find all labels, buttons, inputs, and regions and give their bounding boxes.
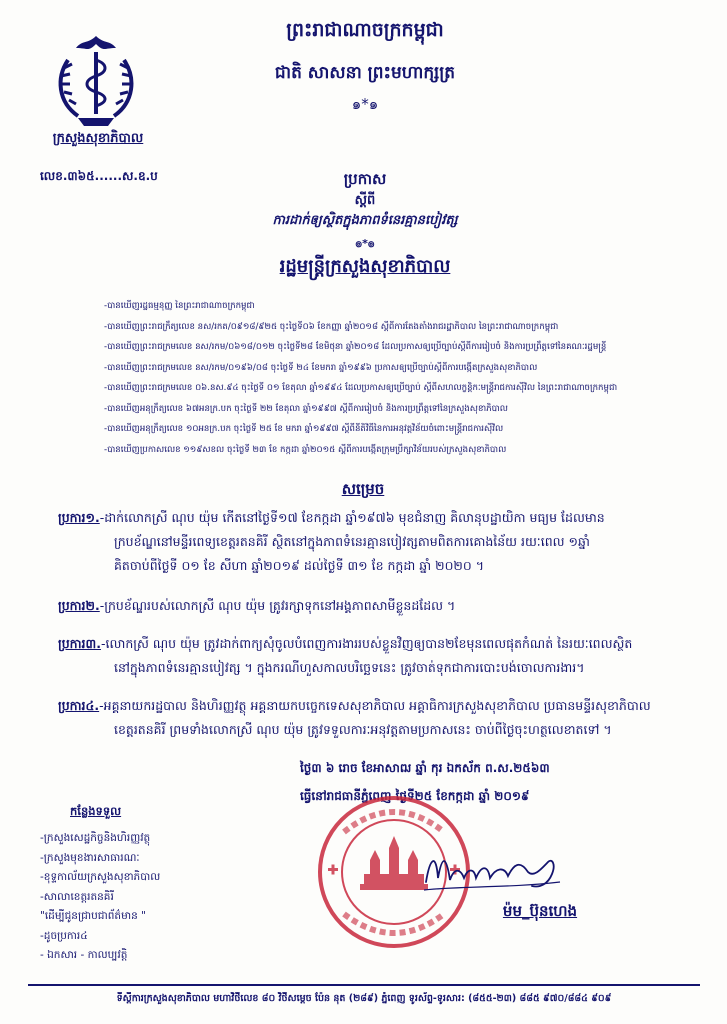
preamble-list — [104, 296, 704, 460]
title-ornament: ๏*๏ — [355, 237, 375, 250]
recipient-item: "ដើម្បីជូនជ្រាបជាព័ត៌មាន " — [40, 910, 146, 922]
recipients-title: កន្លែងទទួល — [70, 804, 122, 818]
recipient-item: -ក្រសួងសេដ្ឋកិច្ចនិងហិរញ្ញវត្ថុ — [40, 832, 151, 844]
kingdom-heading: ព្រះរាជាណាចក្រកម្ពុជា — [286, 19, 444, 41]
document-subject: ការដាក់ឲ្យស្ថិតក្នុងភាពទំនេរគ្មានបៀវត្ស — [272, 213, 458, 228]
article-3 — [58, 632, 708, 680]
recipient-item: -ដូចប្រការ៤ — [40, 929, 88, 942]
recipients-list — [40, 804, 290, 966]
header-ornament: ๑*๑ — [351, 95, 379, 113]
article-text: ក្របខ័ណ្ឌនៅមន្ទីរពេទ្យខេត្តរតនគិរី ស្ថិតនៅក្នុងភាពទំនេរគ្មានបៀវត្សតាមពិតការគោងនៃ័យ រយៈពេល ១ឆ្នាំ — [114, 534, 590, 549]
document-type: ប្រកាស — [343, 170, 387, 188]
signer-name: ម៉ម_ប៊ុនហេង — [502, 902, 578, 920]
article-text: -អគ្គនាយករដ្ឋបាល និងហិរញ្ញវត្ថុ អគ្គនាយកបច្ចេកទេសសុខាភិបាល អគ្គាធិការក្រសួងសុខាភិបាល ប្រធានមន្ទីរសុខាភិបាល — [99, 698, 651, 713]
preamble-item: -បានឃើញអនុក្រឹត្យលេខ ៦៧អនក្រ.បក ចុះថ្ងៃទី ២២ ខែតុលា ឆ្នាំ១៩៩៧ ស្តីពីការរៀបចំ និងការប្រព្រឹត្តទៅនៃក្រសួងសុខាភិបាល — [104, 403, 508, 414]
recipient-item: - ឯកសារ - កាលប្បវត្តិ — [40, 949, 128, 961]
recipient-item: -ខុទ្ទកាល័យក្រសួងសុខាភិបាល — [40, 871, 161, 883]
article-4 — [58, 694, 708, 742]
preamble-item: -បានឃើញព្រះរាជក្រមលេខ នស/រកម/០១៩៦/០៨ ចុះថ្ងៃទី ២៤ ខែមករា ឆ្នាំ១៩៩៦ ប្រកាសឲ្យប្រើច្បាប់ស្តីពីការបង្កើតក្រសួងសុខាភិបាល — [104, 362, 538, 373]
footer-divider — [28, 984, 700, 986]
article-2 — [58, 594, 708, 618]
preamble-item: -បានឃើញព្រះរាជក្រឹត្យលេខ នស/រកត/០៩១៨/៩២៥ ចុះថ្ងៃទី០៦ ខែកញ្ញា ឆ្នាំ២០១៨ ស្តីពីការតែងតាំងរាជរដ្ឋាភិបាល នៃព្រះរាជាណាចក្រកម្ពុជា — [104, 321, 559, 332]
recipient-item: -ក្រសួងមុខងារសាធារណៈ — [40, 851, 140, 864]
article-heading: ប្រការ៤. — [58, 698, 100, 713]
preamble-item: -បានឃើញរដ្ឋធម្មនុញ្ញ នៃព្រះរាជាណាចក្រកម្ពុជា — [104, 301, 255, 311]
article-heading: ប្រការ៣. — [58, 636, 101, 651]
decision-heading: សម្រេច — [341, 480, 385, 498]
national-motto: ជាតិ សាសនា ព្រះមហាក្សត្រ — [274, 63, 456, 83]
article-text: -លោកស្រី ណុប យ៉ុម ត្រូវដាក់ពាក្យសុំចូលបំពេញការងាររបស់ខ្លួនវិញឲ្យបាន២ខែមុនពេលផុតកំណត់ នៃរយៈពេលស្ថិត — [100, 636, 633, 651]
article-1 — [58, 506, 708, 578]
article-text: -ក្របខ័ណ្ឌរបស់លោកស្រី ណុប យ៉ុម ត្រូវរក្សាទុកនៅអង្គភាពសាមីខ្លួនដដែល ។ — [99, 598, 456, 613]
preamble-item: -បានឃើញព្រះរាជក្រមលេខ ០៦.នស.៩៤ ចុះថ្ងៃទី ០១ ខែតុលា ឆ្នាំ១៩៩៤ ដែលប្រកាសឲ្យប្រើច្បាប់ ស្តីពីសហលក្ខន្តិកៈមន្ត្រីរាជការស៊ីវិល នៃព្រះរាជាណាចក្រកម្ពុជា — [104, 383, 618, 393]
article-heading: ប្រការ២. — [58, 598, 100, 613]
article-text: ខេត្តរតនគិរី ព្រមទាំងលោកស្រី ណុប យ៉ុម ត្រូវទទួលការៈអនុវត្តតាមប្រកាសនេះ ចាប់ពីថ្ងៃចុះហត្ថលេខាតទៅ ។ — [114, 722, 612, 737]
handwritten-signature — [420, 838, 570, 898]
place-and-date: ធ្វើនៅរាជធានីភ្នំពេញ ថ្ងៃទី២៥ ខែកក្កដា ឆ្នាំ ២០១៩ — [300, 789, 530, 803]
issuing-authority: រដ្ឋមន្ត្រីក្រសួងសុខាភិបាល — [279, 256, 451, 277]
ministry-name: ក្រសួងសុខាភិបាល — [52, 131, 144, 146]
preamble-item: -បានឃើញប្រកាសលេខ ១១៩សខល ចុះថ្ងៃទី ២៣ ខែ កក្កដា ឆ្នាំ២០១៥ ស្តីពីការបង្កើតក្រុមប្រឹក្សាវិន័យរបស់ក្រសួងសុខាភិបាល — [104, 444, 507, 455]
article-heading: ប្រការ១. — [58, 510, 100, 525]
footer-address: ទីស្តីការក្រសួងសុខាភិបាល មហាវិថីលេខ ៨០ វិថីសម្តេច ប៉ែន នុត (២៨៩) ភ្នំពេញ ទូរស័ព្ទ-ទូរសារ: (៨៥៥-២៣) ៨៨៥ ៩៧០/៨៨៤ ៩០៩ — [116, 993, 612, 1004]
article-text: នៅក្នុងភាពទំនេរគ្មានបៀវត្ស ។ ក្នុងករណីហួសកាលបរិច្ឆេទនេះ ត្រូវចាត់ទុកជាការបោះបង់ចោលការងារ។ — [114, 660, 585, 675]
article-text: គិតចាប់ពីថ្ងៃទី ០១ ខែ សីហា ឆ្នាំ២០១៩ ដល់ថ្ងៃទី ៣១ ខែ កក្កដា ឆ្នាំ ២០២០ ។ — [114, 558, 484, 573]
article-text: -ដាក់លោកស្រី ណុប យ៉ុម កើតនៅថ្ងៃទី១៧ ខែកក្កដា ឆ្នាំ១៩៧៦ មុខជំនាញ គិលានុបដ្ឋាយិកា មធ្យម ដែលមាន — [99, 510, 605, 525]
lunar-date: ថ្ងៃ៣ ៦ រោច ខែអាសាឍ ឆ្នាំ កុរ ឯកស័ក ព.ស.២៥៦៣ — [300, 761, 550, 775]
ministry-emblem-icon — [48, 30, 144, 130]
reference-number: លេខ.៣៦៥......ស.ឧ.ប — [40, 169, 158, 183]
recipient-item: -សាលាខេត្តរតនគិរី — [40, 890, 114, 903]
title-concerning: ស្តីពី — [354, 193, 376, 208]
preamble-item: -បានឃើញព្រះរាជក្រមលេខ នស/រកម/០៦១៨/០១២ ចុះថ្ងៃទី២៨ ខែមិថុនា ឆ្នាំ២០១៨ ដែលប្រកាសឲ្យប្រើច្បាប់ស្តីពីការរៀបចំ និងការប្រព្រឹត្តទៅនៃគណៈរដ្ឋមន្ត្រី — [104, 342, 607, 352]
preamble-item: -បានឃើញអនុក្រឹត្យលេខ ១០អនក្រ.បក ចុះថ្ងៃទី ២៥ ខែ មករា ឆ្នាំ១៩៩៧ ស្តីពីនីតិវិធីនៃការអនុវត្តវិន័យចំពោះមន្ត្រីរាជការស៊ីវិល — [104, 424, 504, 434]
